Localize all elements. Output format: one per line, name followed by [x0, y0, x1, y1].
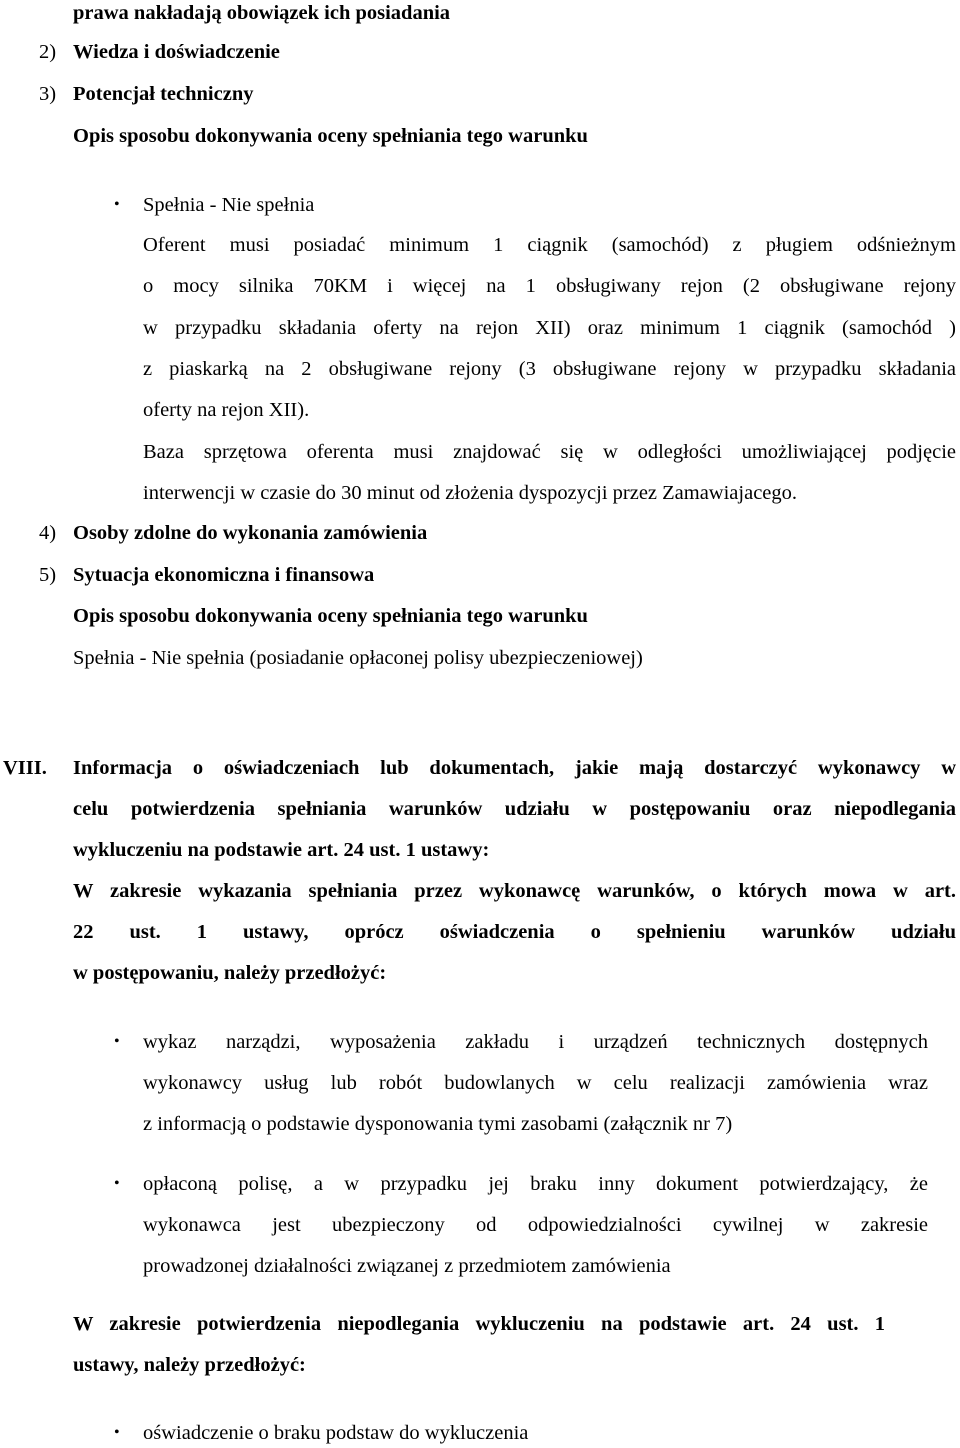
item-label-knowledge: Wiedza i doświadczenie — [73, 41, 280, 63]
bullet-text-declaration: oświadczenie o braku podstaw do wykluczenia — [143, 1422, 529, 1444]
item-label-technical: Potencjał techniczny — [73, 83, 254, 105]
conditions-heading-line-1: W zakresie wykazania spełniania przez wykonawcę warunków, o których mowa w art. — [73, 880, 956, 902]
section-heading-line-3: wykluczeniu na podstawie art. 24 ust. 1 ustawy: — [73, 839, 490, 861]
assessment-heading-2: Opis sposobu dokonywania oceny spełniania tego warunku — [73, 605, 588, 627]
bullet-text-insurance-line-2: wykonawca jest ubezpieczony od odpowiedzialności cywilnej w zakresie — [143, 1214, 928, 1236]
item-number-3: 3) — [39, 83, 57, 105]
requirement-line-4: z piaskarką na 2 obsługiwane rejony (3 obsługiwane rejony w przypadku składania — [143, 358, 956, 380]
item-number-5: 5) — [39, 564, 57, 586]
requirement-line-2: o mocy silnika 70KM i więcej na 1 obsługiwany rejon (2 obsługiwane rejony — [143, 275, 956, 297]
conditions-heading-line-3: w postępowaniu, należy przedłożyć: — [73, 962, 387, 984]
exclusion-heading-line-2: ustawy, należy przedłożyć: — [73, 1354, 306, 1376]
item-label-persons: Osoby zdolne do wykonania zamówienia — [73, 522, 428, 544]
bullet-text-equipment-line-1: wykaz narządzi, wyposażenia zakładu i urządzeń technicznych dostępnych — [143, 1031, 928, 1053]
section-number-viii: VIII. — [3, 757, 47, 779]
section-heading-line-2: celu potwierdzenia spełniania warunków udziału w postępowaniu oraz niepodlegania — [73, 798, 956, 820]
section-heading-line-1: Informacja o oświadczeniach lub dokumentach, jakie mają dostarczyć wykonawcy w — [73, 757, 956, 779]
base-requirement-line-1: Baza sprzętowa oferenta musi znajdować się w odległości umożliwiającej podjęcie — [143, 441, 956, 463]
bullet-icon: • — [114, 1033, 120, 1050]
item-number-4: 4) — [39, 522, 57, 544]
bullet-icon: • — [114, 1175, 120, 1192]
requirement-line-1: Oferent musi posiadać minimum 1 ciągnik (samochód) z pługiem odśnieżnym — [143, 234, 956, 256]
continued-text: prawa nakładają obowiązek ich posiadania — [73, 2, 451, 24]
bullet-text-insurance-line-1: opłaconą polisę, a w przypadku jej braku inny dokument potwierdzający, że — [143, 1173, 928, 1195]
requirement-line-5: oferty na rejon XII). — [143, 399, 310, 421]
item-label-economic: Sytuacja ekonomiczna i finansowa — [73, 564, 375, 586]
requirement-line-3: w przypadku składania oferty na rejon XII) oraz minimum 1 ciągnik (samochód ) — [143, 317, 956, 339]
bullet-text-equipment-line-3: z informacją o podstawie dysponowania tymi zasobami (załącznik nr 7) — [143, 1113, 733, 1135]
bullet-text-equipment-line-2: wykonawcy usług lub robót budowlanych w celu realizacji zamówienia wraz — [143, 1072, 928, 1094]
assessment-result-2: Spełnia - Nie spełnia (posiadanie opłaconej polisy ubezpieczeniowej) — [73, 647, 643, 669]
bullet-icon: • — [114, 1424, 120, 1441]
exclusion-heading-line-1: W zakresie potwierdzenia niepodlegania wykluczeniu na podstawie art. 24 ust. 1 — [73, 1313, 885, 1335]
assessment-heading: Opis sposobu dokonywania oceny spełniania tego warunku — [73, 125, 588, 147]
conditions-heading-line-2: 22 ust. 1 ustawy, oprócz oświadczenia o spełnieniu warunków udziału — [73, 921, 956, 943]
assessment-result: Spełnia - Nie spełnia — [143, 194, 315, 216]
item-number-2: 2) — [39, 41, 57, 63]
bullet-icon: • — [114, 196, 120, 213]
bullet-text-insurance-line-3: prowadzonej działalności związanej z przedmiotem zamówienia — [143, 1255, 671, 1277]
base-requirement-line-2: interwencji w czasie do 30 minut od złożenia dyspozycji przez Zamawiajacego. — [143, 482, 798, 504]
